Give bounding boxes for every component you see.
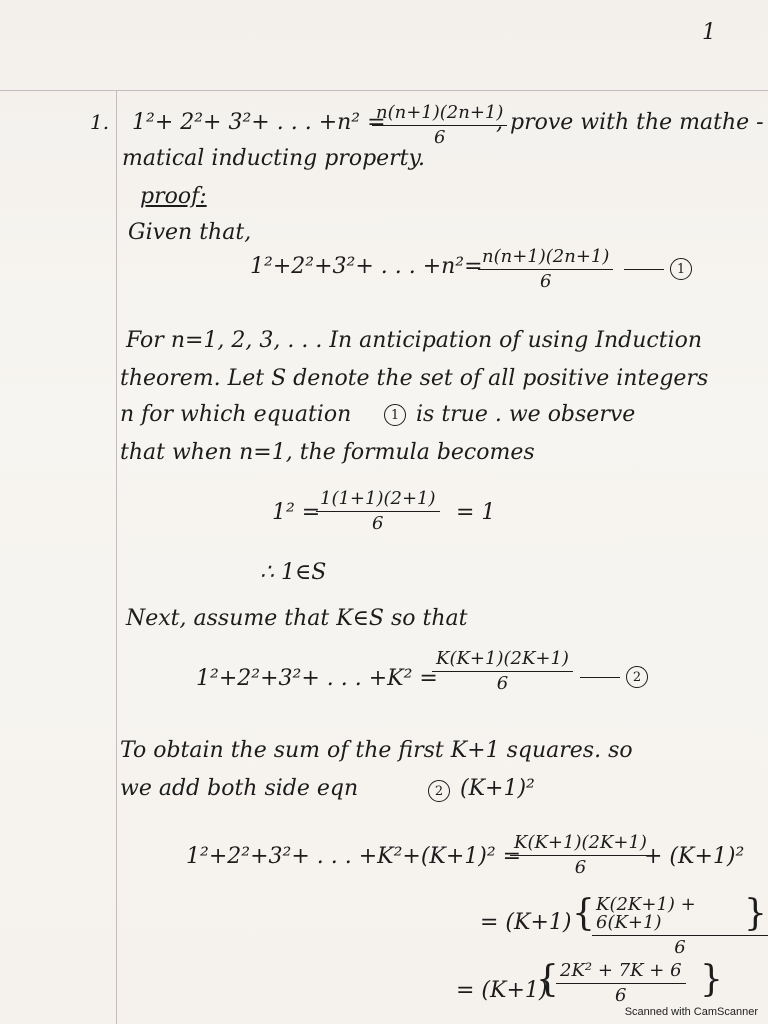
given-text: Given that, [128, 220, 252, 245]
eq4-fraction [592, 893, 768, 958]
question-fraction-numerator: n(n+1)(2n+1) [372, 104, 507, 126]
eq1-tag-dash [624, 269, 664, 270]
eq1-denominator: 6 [539, 271, 552, 292]
eq5-open-brace: { [536, 959, 559, 1000]
eq2-lhs: 1²+2²+3²+ . . . +K² = [196, 666, 438, 691]
eq5-denominator: 6 [615, 985, 627, 1006]
question-line-2: matical inducting property. [122, 146, 426, 171]
para1-line4: that when n=1, the formula becomes [120, 440, 535, 465]
para1-tag-circle: 1 [384, 404, 406, 426]
eq5-lhs: = (K+1) [456, 978, 548, 1003]
obtain-line2: we add both side eqn [120, 776, 359, 801]
question-lhs: 1²+ 2²+ 3²+ . . . +n² = [132, 110, 386, 135]
margin-line [116, 90, 117, 1024]
question-rest: , prove with the mathe - [496, 110, 764, 135]
question-fraction [372, 104, 507, 147]
eq3-rhs: + (K+1)² [644, 844, 745, 869]
eq4-open-brace: { [572, 893, 595, 934]
obtain-tag-circle: 2 [428, 780, 450, 802]
therefore-line: ∴ 1∈S [260, 560, 327, 585]
page-number: 1 [702, 20, 716, 45]
eq5-fraction [556, 962, 686, 1005]
eq1-tag-circle: 1 [670, 258, 692, 280]
eq1-fraction [478, 248, 613, 291]
obtain-line2-rest: (K+1)² [460, 776, 535, 801]
eq3-fraction [510, 834, 651, 877]
eq2-numerator: K(K+1)(2K+1) [432, 650, 573, 672]
eq1-numerator: n(n+1)(2n+1) [478, 248, 613, 270]
eq4-numerator: K(2K+1) + 6(K+1) [592, 896, 768, 936]
para1-line2: theorem. Let S denote the set of all positive integers [120, 366, 709, 391]
eq2-tag-circle: 2 [626, 666, 648, 688]
eq-n1-fraction [316, 490, 440, 533]
eq1-tag [624, 258, 692, 280]
eq3-lhs: 1²+2²+3²+ . . . +K²+(K+1)² = [186, 844, 522, 869]
eq3-numerator: K(K+1)(2K+1) [510, 834, 651, 856]
eq1-lhs: 1²+2²+3²+ . . . +n²= [250, 254, 483, 279]
eq5-numerator: 2K² + 7K + 6 [556, 962, 686, 984]
eq4-close-brace: } [744, 893, 767, 934]
eq2-tag [580, 666, 648, 688]
question-fraction-denominator: 6 [433, 127, 446, 148]
eq2-tag-dash [580, 677, 620, 678]
eq4-denominator: 6 [674, 937, 686, 958]
eq-n1-denominator: 6 [372, 513, 384, 534]
eq-n1-lhs: 1² = [272, 500, 321, 525]
camscanner-watermark: Scanned with CamScanner [624, 1006, 758, 1018]
para1-line3: n for which equation [120, 402, 352, 427]
next-assume-line: Next, assume that K∈S so that [126, 606, 468, 631]
para1-line1: For n=1, 2, 3, . . . In anticipation of using Induction [126, 328, 703, 353]
eq-n1-numerator: 1(1+1)(2+1) [316, 490, 440, 512]
eq2-denominator: 6 [496, 673, 509, 694]
eq2-fraction [432, 650, 573, 693]
para1-line3-rest: is true . we observe [416, 402, 636, 427]
eq4-lhs: = (K+1) [480, 910, 572, 935]
eq-n1-rhs: = 1 [456, 500, 496, 525]
proof-heading: proof: [140, 184, 207, 209]
question-number: 1. [90, 110, 110, 134]
obtain-line1: To obtain the sum of the first K+1 squares. so [120, 738, 633, 763]
eq5-close-brace: } [700, 959, 723, 1000]
eq3-denominator: 6 [574, 857, 587, 878]
